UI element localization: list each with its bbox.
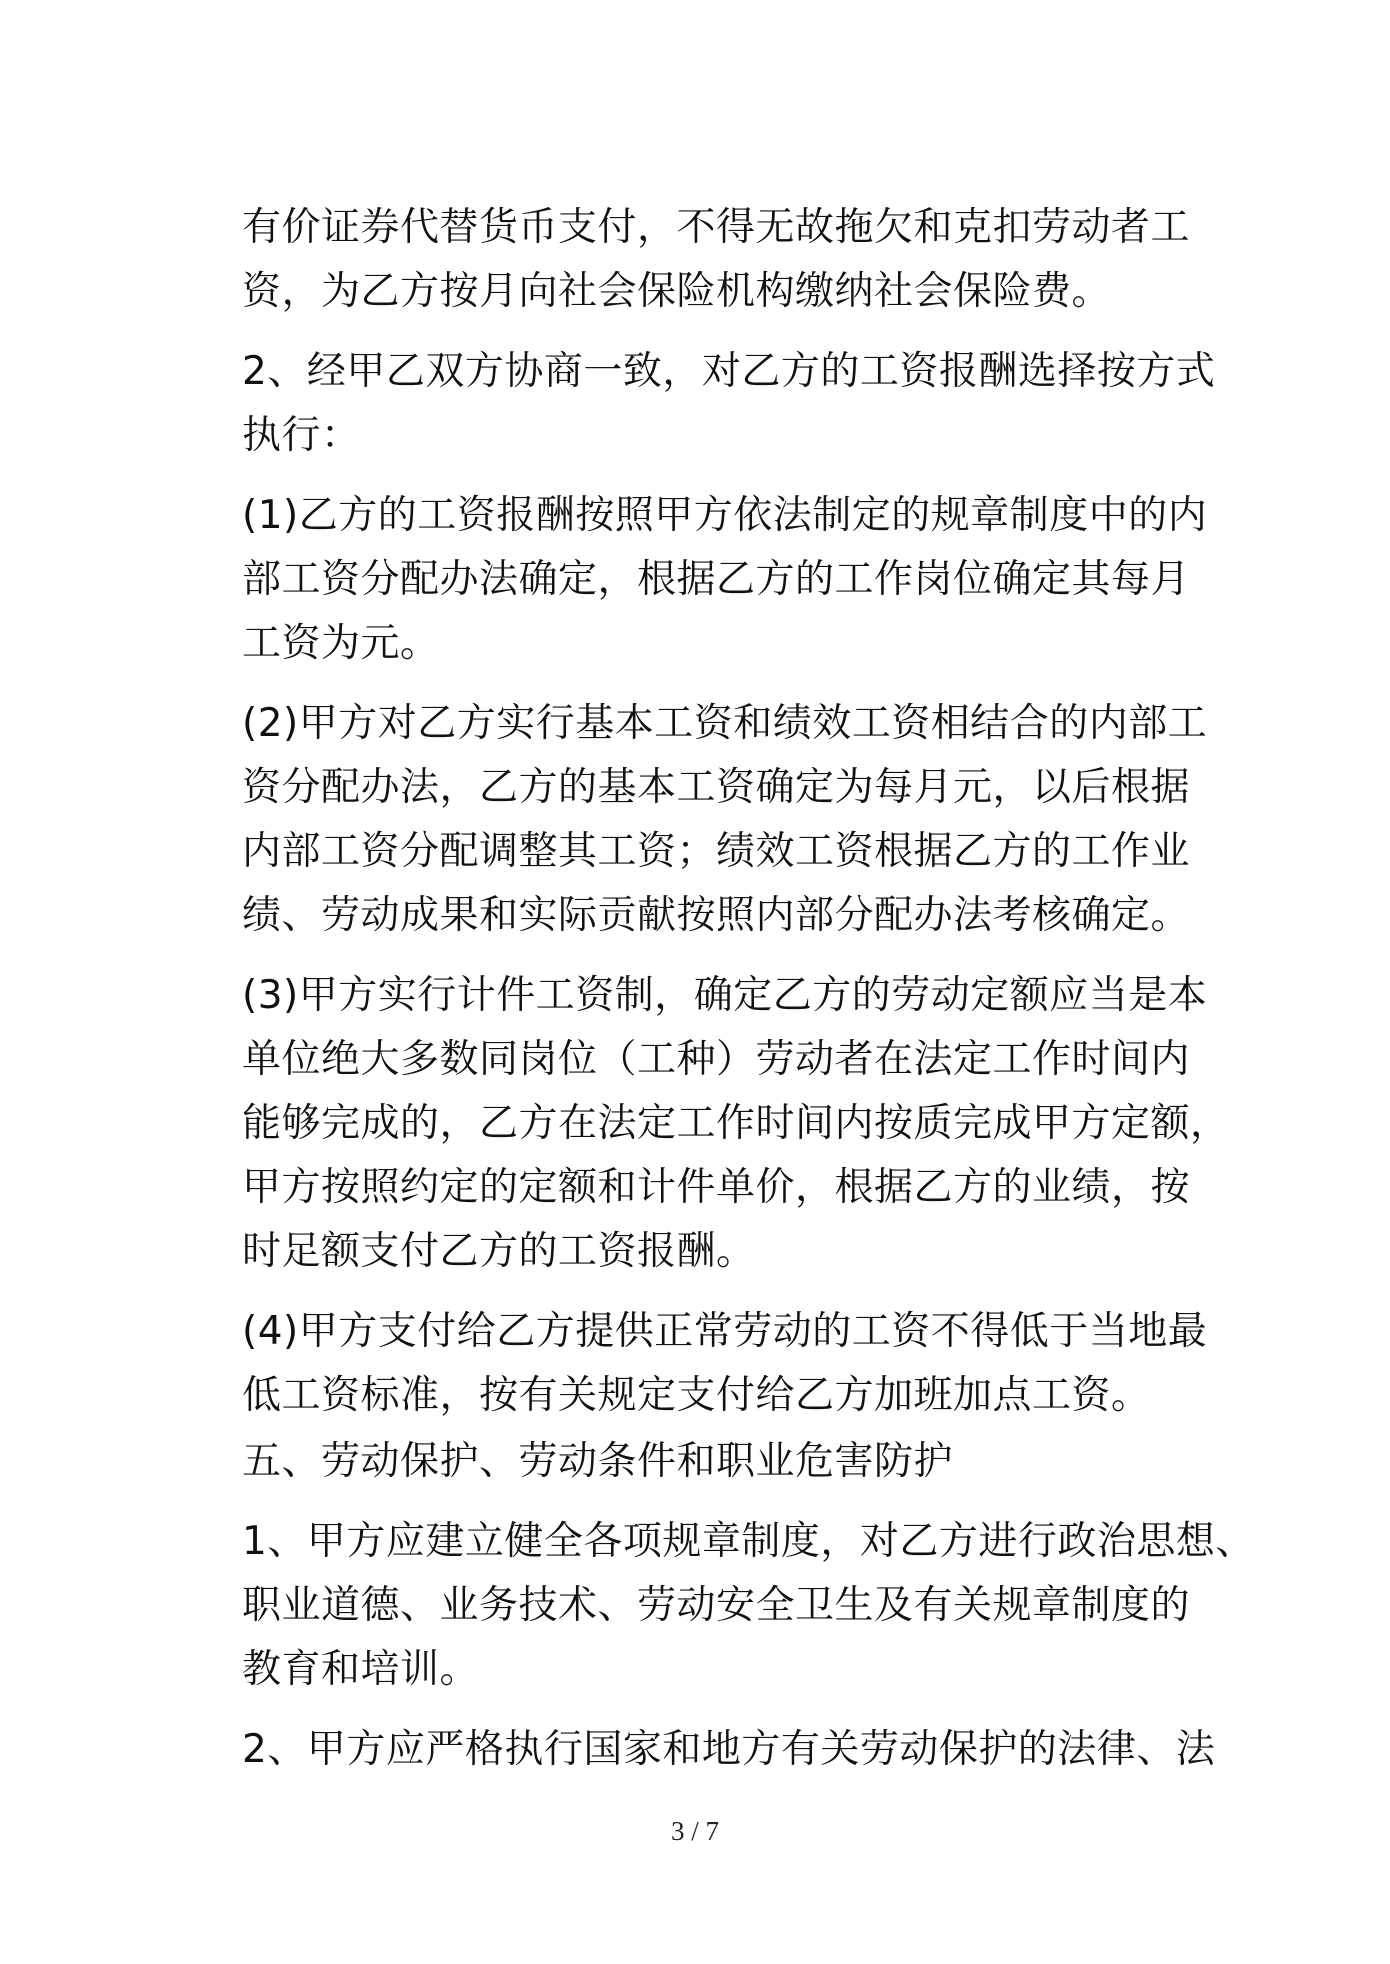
text-line: 教育和培训。 <box>242 1647 480 1692</box>
paragraph-protection-clause-2 <box>242 1718 1216 1782</box>
text-line: (2)甲方对乙方实行基本工资和绩效工资相结合的内部工 <box>242 701 1208 746</box>
document-body <box>242 196 1255 1798</box>
text-line: 2、经甲乙双方协商一致，对乙方的工资报酬选择按方式 <box>242 349 1216 394</box>
text-line: 有价证券代替货币支付，不得无故拖欠和克扣劳动者工 <box>242 205 1191 250</box>
text-line: (3)甲方实行计件工资制，确定乙方的劳动定额应当是本 <box>242 973 1208 1018</box>
paragraph-option-3 <box>242 964 1230 1284</box>
text-line: 工资为元。 <box>242 621 440 666</box>
text-line: (4)甲方支付给乙方提供正常劳动的工资不得低于当地最 <box>242 1309 1208 1354</box>
text-line: 职业道德、业务技术、劳动安全卫生及有关规章制度的 <box>242 1583 1191 1628</box>
text-line: 执行： <box>242 413 361 458</box>
text-line: 时足额支付乙方的工资报酬。 <box>242 1229 756 1274</box>
text-line: 能够完成的，乙方在法定工作时间内按质完成甲方定额， <box>242 1101 1230 1146</box>
paragraph-option-4 <box>242 1300 1208 1428</box>
paragraph-clause-2 <box>242 340 1216 468</box>
text-line: 五、劳动保护、劳动条件和职业危害防护 <box>242 1439 954 1484</box>
text-line: 内部工资分配调整其工资；绩效工资根据乙方的工作业 <box>242 829 1191 874</box>
text-line: 1、甲方应建立健全各项规章制度，对乙方进行政治思想、 <box>242 1519 1255 1564</box>
text-line: 资，为乙方按月向社会保险机构缴纳社会保险费。 <box>242 269 1112 314</box>
text-line: 低工资标准，按有关规定支付给乙方加班加点工资。 <box>242 1373 1151 1418</box>
paragraph-option-1 <box>242 484 1208 676</box>
page-number: 3 / 7 <box>670 1816 719 1846</box>
text-line: (1)乙方的工资报酬按照甲方依法制定的规章制度中的内 <box>242 493 1208 538</box>
text-line: 绩、劳动成果和实际贡献按照内部分配办法考核确定。 <box>242 893 1191 938</box>
section-heading-labor-protection <box>242 1430 1157 1494</box>
text-line: 部工资分配办法确定，根据乙方的工作岗位确定其每月 <box>242 557 1191 602</box>
paragraph-option-2 <box>242 692 1208 948</box>
paragraph-protection-clause-1 <box>242 1510 1255 1702</box>
text-line: 资分配办法，乙方的基本工资确定为每月元，以后根据 <box>242 765 1191 810</box>
text-line: 2、甲方应严格执行国家和地方有关劳动保护的法律、法 <box>242 1727 1216 1772</box>
text-line: 甲方按照约定的定额和计件单价，根据乙方的业绩，按 <box>242 1165 1191 1210</box>
paragraph-wage-payment <box>242 196 1191 324</box>
text-line: 单位绝大多数同岗位（工种）劳动者在法定工作时间内 <box>242 1037 1191 1082</box>
